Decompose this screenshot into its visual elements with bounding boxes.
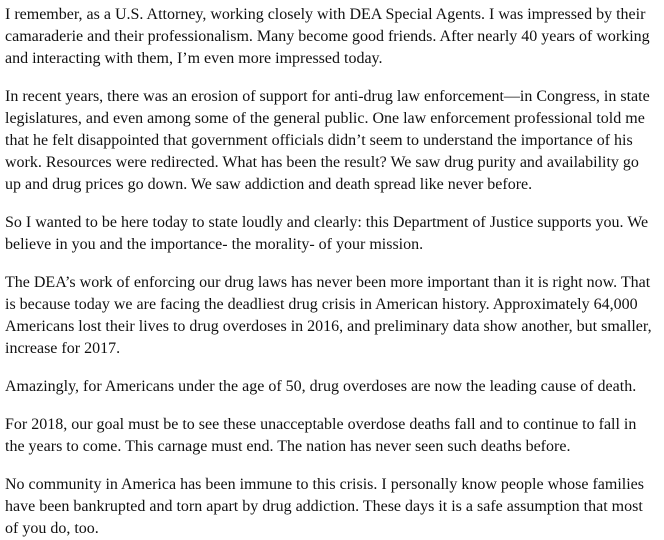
paragraph-5: Amazingly, for Americans under the age of 50, drug overdoses are now the leading cause of death. bbox=[5, 378, 637, 395]
paragraph-7: No community in America has been immune to this crisis. I personally know people whose families have been bankrupted and torn apart by drug addiction. These days it is a safe assumption that most of you do, too. bbox=[5, 476, 644, 537]
paragraph-4: The DEA’s work of enforcing our drug laws has never been more important than it is right now. That is because today we are facing the deadliest drug crisis in American history. Approximately 64,000 Americans lost their lives to drug overdoses in 2016, and preliminary data show another, but smaller, increase for 2017. bbox=[5, 274, 652, 357]
paragraph-1: I remember, as a U.S. Attorney, working closely with DEA Special Agents. I was impressed by their camaraderie and their professionalism. Many become good friends. After nearly 40 years of working and interacting with them, I’m even more impressed today. bbox=[5, 6, 650, 67]
paragraph-3: So I wanted to be here today to state loudly and clearly: this Department of Justice supports you. We believe in you and the importance- the morality- of your mission. bbox=[5, 214, 649, 253]
paragraph-2: In recent years, there was an erosion of support for anti-drug law enforcement—in Congress, in state legislatures, and even among some of the general public. One law enforcement professional told me that he felt disappointed that government officials didn’t seem to understand the importance of his work. Resources were redirected. What has been the result? We saw drug purity and availability go up and drug prices go down. We saw addiction and death spread like never before. bbox=[5, 88, 650, 193]
paragraph-6: For 2018, our goal must be to see these unacceptable overdose deaths fall and to continue to fall in the years to come. This carnage must end. The nation has never seen such deaths before. bbox=[5, 416, 637, 455]
